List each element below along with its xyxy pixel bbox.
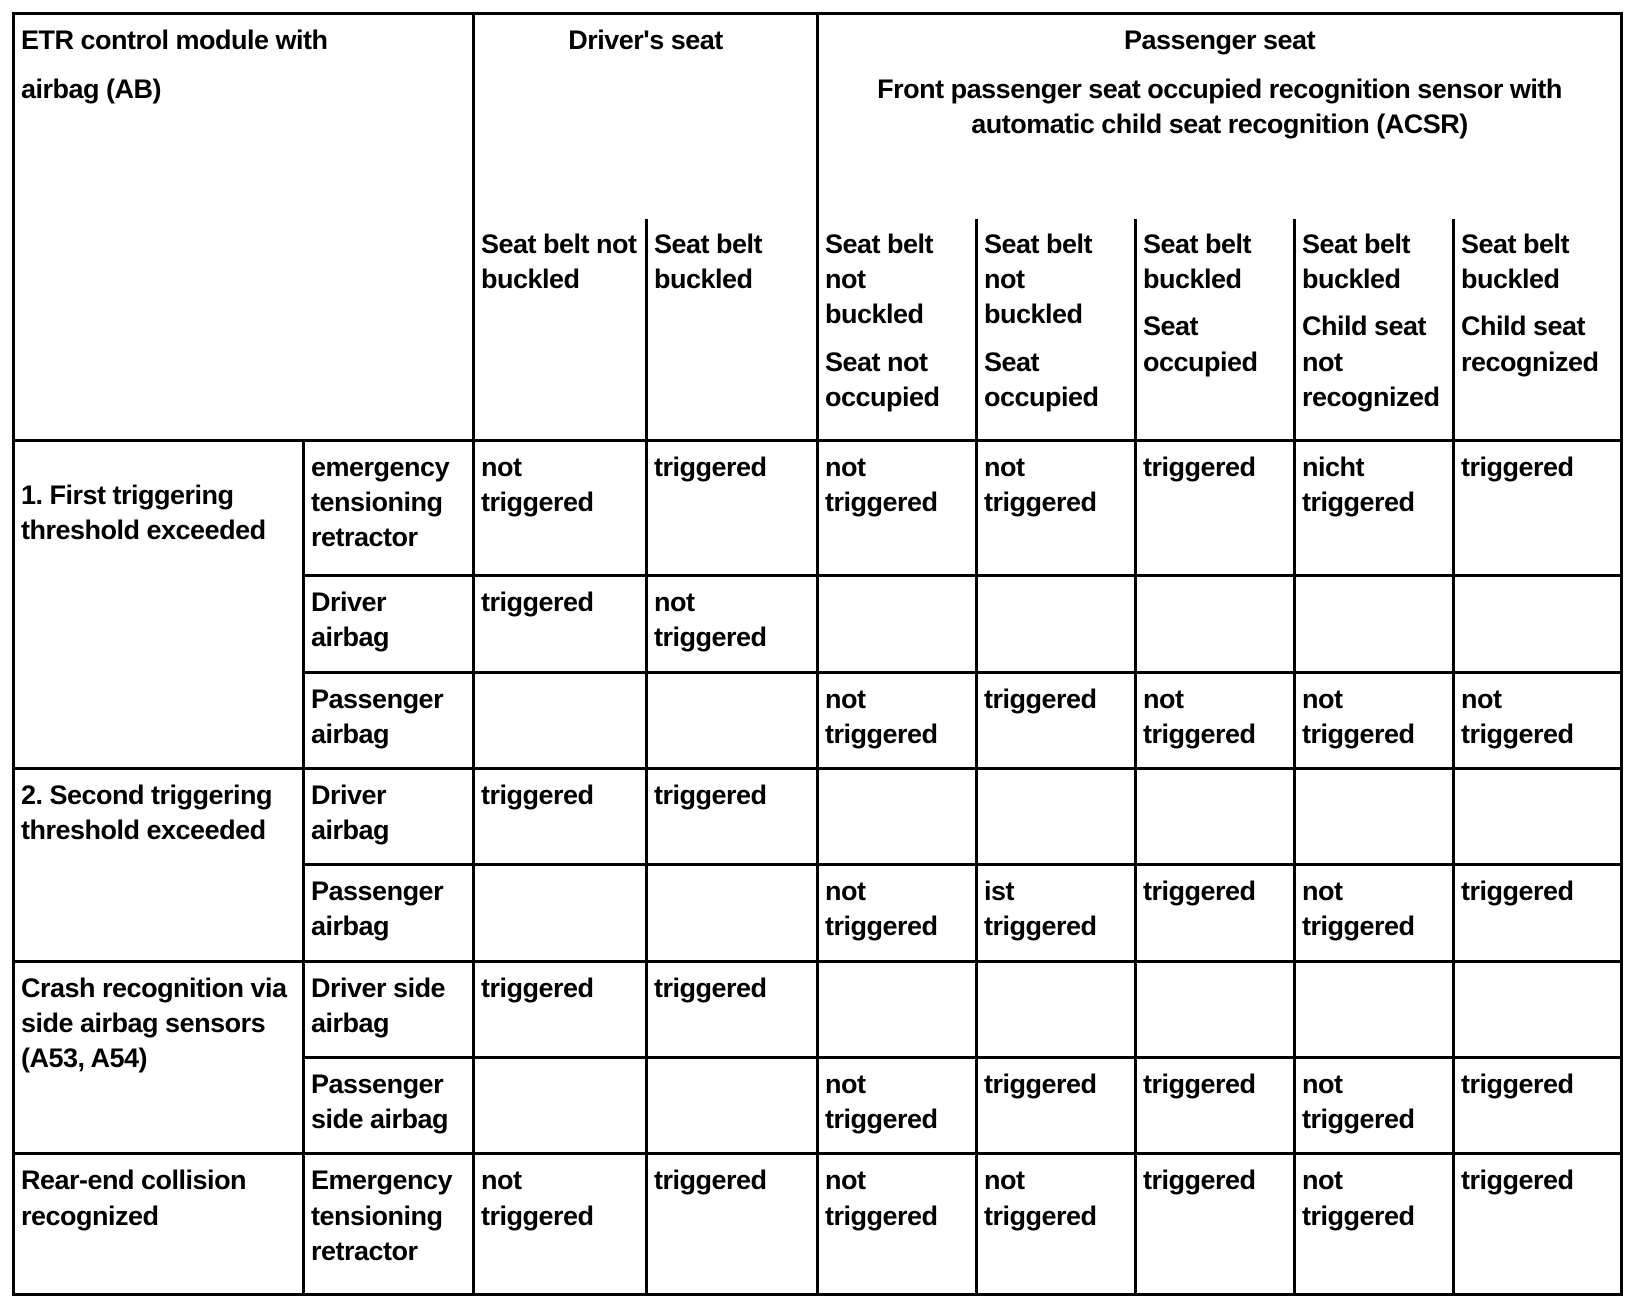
trigger-status: triggered: [1143, 451, 1256, 482]
table-cell: [818, 1154, 977, 1295]
trigger-condition-cell: [14, 768, 304, 961]
table-cell: [977, 440, 1136, 576]
table-cell: [647, 961, 818, 1057]
trigger-condition-label: Rear-end collision recognized: [21, 1165, 247, 1231]
table-row: [14, 440, 1622, 576]
component-label: Passenger airbag: [311, 683, 444, 749]
table-cell: [818, 440, 977, 576]
table-cell: [977, 1154, 1136, 1295]
component-label: Passenger airbag: [311, 876, 444, 942]
driver-column-belt-state: Seat belt buckled: [654, 229, 763, 295]
table-cell: [1454, 576, 1622, 672]
passenger-column-belt-state: Seat belt buckled: [1302, 229, 1411, 295]
table-cell: [1136, 440, 1295, 576]
table-cell: [647, 1058, 818, 1154]
passenger-column-belt-state: Seat belt not buckled: [984, 229, 1093, 330]
table-cell: [1136, 576, 1295, 672]
passenger-sensor-description: Front passenger seat occupied recognition sensor with automatic child seat recognition (ACSR): [877, 74, 1562, 140]
table-row: [14, 1154, 1622, 1295]
table-cell: [818, 672, 977, 768]
trigger-status: not triggered: [1302, 876, 1415, 942]
trigger-status: triggered: [481, 587, 594, 618]
trigger-status: triggered: [1461, 451, 1574, 482]
trigger-condition-label: 1. First triggering threshold exceeded: [21, 479, 266, 545]
component-cell: [304, 672, 474, 768]
passenger-column-belt-state: Seat belt not buckled: [825, 229, 934, 330]
driver-seat-title: Driver's seat: [568, 25, 723, 55]
table-cell: [1295, 1058, 1454, 1154]
component-cell: [304, 865, 474, 961]
passenger-column-header: [818, 219, 977, 440]
trigger-status: triggered: [481, 779, 594, 810]
trigger-status: not triggered: [984, 451, 1097, 517]
table-cell: [1295, 672, 1454, 768]
table-cell: [1454, 1154, 1622, 1295]
trigger-status: triggered: [984, 1069, 1097, 1100]
component-label: Driver side airbag: [311, 972, 446, 1038]
trigger-status: not triggered: [1461, 683, 1574, 749]
passenger-column-header: [1295, 219, 1454, 440]
table-cell: [1454, 672, 1622, 768]
trigger-status: nicht triggered: [1302, 451, 1415, 517]
table-cell: [977, 961, 1136, 1057]
trigger-status: not triggered: [825, 1165, 938, 1231]
table-cell: [474, 1154, 647, 1295]
trigger-status: not triggered: [825, 876, 938, 942]
trigger-condition-label: 2. Second triggering threshold exceeded: [21, 779, 273, 846]
passenger-column-seat-state: Child seat recognized: [1461, 311, 1599, 377]
driver-column-belt-state: Seat belt not buckled: [481, 229, 637, 295]
table-cell: [647, 768, 818, 864]
table-cell: [1454, 768, 1622, 864]
passenger-column-belt-state: Seat belt buckled: [1461, 229, 1570, 295]
passenger-seat-header: [818, 14, 1622, 220]
table-cell: [647, 672, 818, 768]
table-cell: [647, 1154, 818, 1295]
trigger-condition-cell: [14, 440, 304, 768]
component-label: emergency tensioning retractor: [311, 451, 450, 552]
passenger-column-header: [1136, 219, 1295, 440]
table-cell: [647, 576, 818, 672]
table-cell: [1295, 961, 1454, 1057]
passenger-column-seat-state: Seat not occupied: [825, 346, 940, 412]
table-cell: [1136, 672, 1295, 768]
table-cell: [977, 576, 1136, 672]
table-cell: [474, 865, 647, 961]
trigger-status: triggered: [654, 451, 767, 482]
component-label: Driver airbag: [311, 779, 390, 846]
trigger-status: triggered: [654, 779, 767, 810]
table-cell: [1136, 768, 1295, 864]
trigger-status: triggered: [1461, 1069, 1574, 1100]
passenger-column-belt-state: Seat belt buckled: [1143, 229, 1252, 295]
component-label: Passenger side airbag: [311, 1069, 449, 1135]
table-cell: [474, 576, 647, 672]
table-cell: [474, 440, 647, 576]
trigger-status: not triggered: [825, 683, 938, 749]
table-cell: [647, 865, 818, 961]
table-cell: [474, 768, 647, 864]
trigger-status: not triggered: [481, 1165, 594, 1231]
table-cell: [977, 865, 1136, 961]
module-label-line2: airbag (AB): [21, 74, 162, 105]
trigger-status: not triggered: [984, 1165, 1097, 1231]
table-cell: [1454, 865, 1622, 961]
table-cell: [474, 961, 647, 1057]
trigger-condition-cell: [14, 961, 304, 1154]
table-cell: [647, 440, 818, 576]
table-cell: [1295, 865, 1454, 961]
table-cell: [1295, 768, 1454, 864]
trigger-status: triggered: [654, 1165, 767, 1196]
table-row: [14, 961, 1622, 1057]
table-cell: [977, 1058, 1136, 1154]
table-cell: [1136, 1154, 1295, 1295]
table-row: [14, 768, 1622, 864]
trigger-condition-label: Crash recognition via side airbag sensors (A53, A54): [21, 972, 287, 1073]
trigger-condition-cell: [14, 1154, 304, 1295]
table-cell: [1136, 865, 1295, 961]
trigger-status: triggered: [1143, 1069, 1256, 1100]
trigger-status: triggered: [984, 683, 1097, 714]
table-cell: [1454, 961, 1622, 1057]
component-cell: [304, 768, 474, 864]
component-label: Emergency tensioning retractor: [311, 1165, 453, 1266]
driver-seat-header: [474, 14, 818, 220]
airbag-triggering-table: [12, 12, 1623, 1296]
table-cell: [818, 576, 977, 672]
passenger-seat-title: Passenger seat: [1123, 25, 1316, 55]
table-cell: [1136, 1058, 1295, 1154]
trigger-status: not triggered: [1302, 1069, 1415, 1135]
passenger-column-header: [1454, 219, 1622, 440]
table-cell: [818, 961, 977, 1057]
table-cell: [1454, 440, 1622, 576]
table-cell: [1136, 961, 1295, 1057]
component-cell: [304, 1154, 474, 1295]
table-cell: [818, 768, 977, 864]
trigger-status: not triggered: [825, 451, 938, 517]
trigger-status: ist triggered: [984, 876, 1097, 942]
module-header-cell: [14, 14, 474, 441]
table-cell: [1295, 1154, 1454, 1295]
trigger-status: not triggered: [825, 1069, 938, 1135]
component-cell: [304, 961, 474, 1057]
component-cell: [304, 440, 474, 576]
component-cell: [304, 1058, 474, 1154]
table-cell: [818, 1058, 977, 1154]
table-cell: [1454, 1058, 1622, 1154]
component-cell: [304, 576, 474, 672]
trigger-status: not triggered: [1143, 683, 1256, 749]
table-cell: [818, 865, 977, 961]
driver-column-header: [647, 219, 818, 440]
table-cell: [977, 768, 1136, 864]
trigger-status: not triggered: [1302, 683, 1415, 749]
table-cell: [474, 1058, 647, 1154]
passenger-column-seat-state: Seat occupied: [1143, 311, 1258, 377]
passenger-column-seat-state: Child seat not recognized: [1302, 311, 1440, 412]
passenger-column-seat-state: Seat occupied: [984, 346, 1099, 412]
trigger-status: triggered: [1143, 1165, 1256, 1196]
trigger-status: triggered: [1143, 876, 1256, 907]
table-cell: [1295, 440, 1454, 576]
module-label-line1: ETR control module with: [21, 25, 328, 55]
trigger-status: triggered: [1461, 876, 1574, 907]
trigger-status: triggered: [481, 972, 594, 1003]
trigger-status: triggered: [1461, 1165, 1574, 1196]
table-cell: [474, 672, 647, 768]
driver-column-header: [474, 219, 647, 440]
trigger-status: triggered: [654, 972, 767, 1003]
component-label: Driver airbag: [311, 587, 390, 653]
trigger-status: not triggered: [654, 587, 767, 653]
table-cell: [1295, 576, 1454, 672]
passenger-column-header: [977, 219, 1136, 440]
trigger-status: not triggered: [1302, 1165, 1415, 1231]
trigger-status: not triggered: [481, 451, 594, 517]
table-cell: [977, 672, 1136, 768]
